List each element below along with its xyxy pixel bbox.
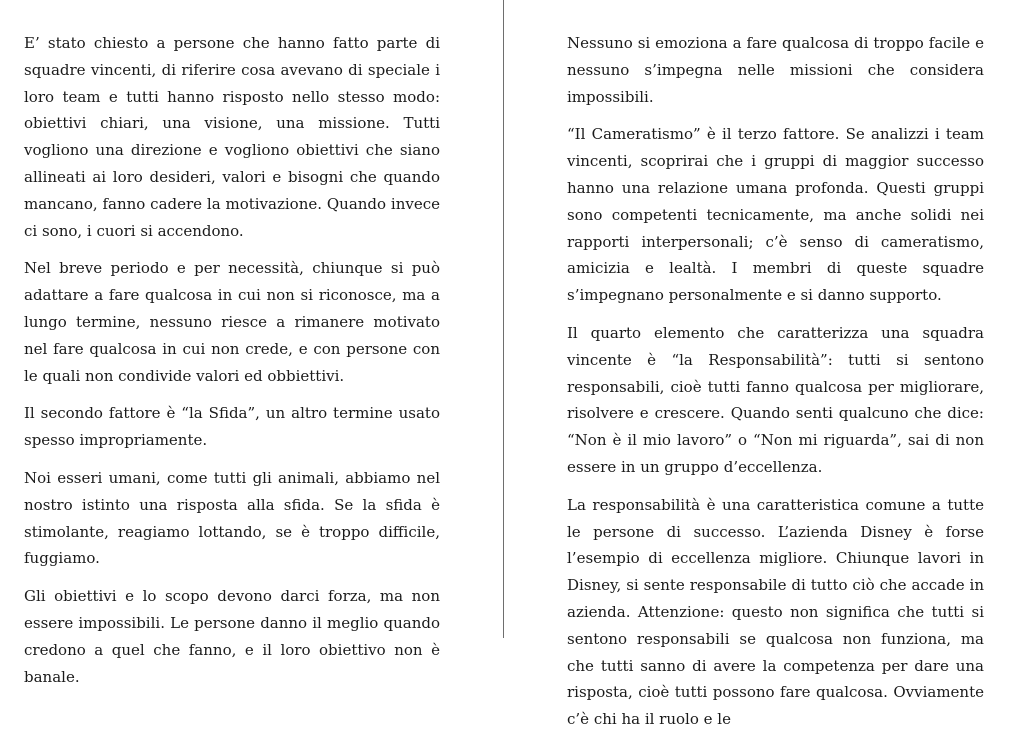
paragraph: E’ stato chiesto a persone che hanno fatto parte di squadre vincenti, di riferire cosa avevano di speciale i loro team e tutti hanno risposto nello stesso modo: obiettivi chiari, una visione, una missione. Tutti vogliono una direzione e vogliono obiettivi che siano allineati ai loro desideri, valori e bisogni che quando mancano, fanno cadere la motivazione. Quando invece ci sono, i cuori si accendono. xyxy=(24,34,440,240)
paragraph: Il secondo fattore è “la Sfida”, un altro termine usato spesso impropriamente. xyxy=(24,404,440,450)
paragraph: Nel breve periodo e per necessità, chiunque si può adattare a fare qualcosa in cui non si riconosce, ma a lungo termine, nessuno riesce a rimanere motivato nel fare qualcosa in cui non crede, e con persone con le quali non condivide valori ed obbiettivi. xyxy=(24,259,440,385)
paragraph: Noi esseri umani, come tutti gli animali, abbiamo nel nostro istinto una risposta alla sfida. Se la sfida è stimolante, reagiamo lottando, se è troppo difficile, fuggiamo. xyxy=(24,468,440,568)
paragraph: La responsabilità è una caratteristica comune a tutte le persone di successo. L’azienda Disney è forse l’esempio di eccellenza migliore. Chiunque lavori in Disney, si sente responsabile di tutto ciò che accade in azienda. Attenzione: questo non significa che tutti si sentono responsabili se qualcosa non funziona, ma che tutti sanno di avere la competenza per dare una risposta, cioè tutti possono fare qualcosa. Ovviamente c’è chi ha il ruolo e le xyxy=(567,495,984,729)
paragraph: Nessuno si emoziona a fare qualcosa di troppo facile e nessuno s’impegna nelle missioni che considera impossibili. xyxy=(567,34,984,106)
paragraph: Il quarto elemento che caratterizza una squadra vincente è “la Responsabilità”: tutti si sentono responsabili, cioè tutti fanno qualcosa per migliorare, risolvere e crescere. Quando senti qualcuno che dice: “Non è il mio lavoro” o “Non mi riguarda”, sai di non essere in un gruppo d’eccellenza. xyxy=(567,323,984,476)
page-divider xyxy=(503,0,504,638)
paragraph: “Il Cameratismo” è il terzo fattore. Se analizzi i team vincenti, scoprirai che i gruppi di maggior successo hanno una relazione umana profonda. Questi gruppi sono competenti tecnicamente, ma anche solidi nei rapporti interpersonali; c’è senso di cameratismo, amicizia e lealtà. I membri di queste squadre s’impegnano personalmente e si danno supporto. xyxy=(567,125,984,305)
paragraph: Gli obiettivi e lo scopo devono darci forza, ma non essere impossibili. Le persone danno il meglio quando credono a quel che fanno, e il loro obiettivo non è banale. xyxy=(24,587,440,686)
right-page xyxy=(567,30,984,744)
left-page xyxy=(24,30,440,701)
